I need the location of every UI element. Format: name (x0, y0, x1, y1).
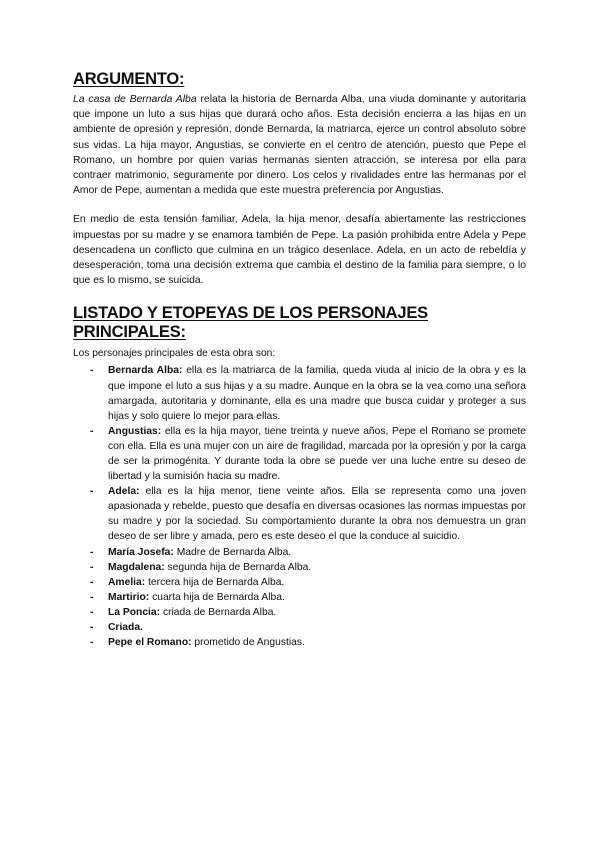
list-item (73, 635, 526, 650)
section-heading-personajes: LISTADO Y ETOPEYAS DE LOS PERSONAJES PRINCIPALES: (73, 304, 428, 342)
list-dash: - (90, 591, 94, 603)
character-name: Magdalena: (108, 561, 165, 573)
list-dash: - (90, 606, 94, 618)
character-name: Criada. (108, 622, 143, 634)
character-name: María Josefa: (108, 546, 174, 558)
character-list (73, 363, 526, 650)
list-dash: - (90, 637, 94, 649)
character-name: Angustias: (108, 425, 162, 437)
character-description: segunda hija de Bernarda Alba. (164, 561, 312, 573)
argumento-paragraph-2: En medio de esta tensión familiar, Adela, la hija menor, desafía abiertamente las restricciones impuestas por su madre y se enamora también de Pepe. La pasión prohibida entre Adela y Pepe desencadena un conflicto que culmina en un trágico desenlace. Adela, en un acto de rebeldía y desesperación, toma una decisión extrema que cambia el destino de la familia para siempre, o lo que es lo mismo, se suicida. (73, 214, 526, 287)
list-dash: - (90, 576, 94, 588)
character-description: ella es la hija mayor, tiene treinta y nueve años, Pepe el Romano se promete con ella. Ella es una mujer con un aire de fragilidad, marcada por la opresión y por la carga de ser la primogénita. Y durante toda la obre se puede ver una luche entre su deseo de libertad y la sumisión hacia su madre. (108, 425, 526, 483)
character-description: tercera hija de Bernarda Alba. (145, 576, 285, 588)
character-description: criada de Bernarda Alba. (160, 606, 277, 618)
character-description: prometido de Angustias. (191, 637, 305, 649)
character-name: Pepe el Romano: (108, 637, 192, 649)
character-description: Madre de Bernarda Alba. (173, 546, 292, 558)
list-dash: - (90, 425, 94, 437)
character-name: Amelia: (108, 576, 146, 588)
character-description: cuarta hija de Bernarda Alba. (149, 591, 285, 603)
work-title: La casa de Bernarda Alba (73, 94, 197, 105)
list-item (73, 484, 526, 544)
list-dash: - (90, 622, 94, 634)
character-name: La Poncia: (108, 606, 161, 618)
list-dash: - (90, 546, 94, 558)
argumento-paragraph-1-text: relata la historia de Bernarda Alba, una viuda dominante y autoritaria que impone un luto a sus hijas que durará ocho años. Esta decisión encierra a las hijas en un ambiente de opresión y represión, donde Bernarda, la matriarca, ejerce un control absoluto sobre sus vidas. La hija mayor, Angustias, se convierte en el centro de atención, puesto que Pepe el Romano, un hombre por quien varias hermanas sienten atracción, se interesa por ella para contraer matrimonio, seguramente por dinero. Los celos y rivalidades entre las hermanas por el Amor de Pepe, aumentan a medida que este muestra preferencia por Angustias. (73, 94, 526, 197)
personajes-intro: Los personajes principales de esta obra son: (73, 348, 276, 360)
list-item (73, 363, 526, 423)
list-item (73, 605, 526, 620)
character-name: Bernarda Alba: (108, 365, 183, 377)
character-name: Adela: (108, 486, 140, 498)
character-name: Martirio: (108, 591, 150, 603)
list-item (73, 620, 526, 635)
list-item (73, 590, 526, 605)
character-description: ella es la matriarca de la familia, queda viuda al inicio de la obra y es la que impone el luto a sus hijas y a su madre. Aunque en la obra se la vea como una señora amargada, autoritaria y dominante, ella es una madre que busca cuidar y proteger a sus hijas y solo quiere lo mejor para ellas. (108, 365, 526, 422)
list-item (73, 575, 526, 590)
section-heading-argumento: ARGUMENTO: (73, 70, 185, 88)
list-dash: - (90, 561, 94, 573)
list-item (73, 545, 526, 560)
list-item (73, 560, 526, 575)
list-item (73, 424, 526, 484)
list-dash: - (90, 365, 94, 377)
list-dash: - (90, 486, 94, 498)
argumento-paragraph-1 (73, 92, 526, 198)
character-description: ella es la hija menor, tiene veinte años. Ella se representa como una joven apasionada y rebelde, puesto que desafía en diversas ocasiones las normas impuestas por su madre y por la sociedad. Su comportamiento durante la obra nos demuestra un gran deseo de ser libre y amada, pero es este deseo el que la conduce al suicidio. (108, 486, 526, 543)
